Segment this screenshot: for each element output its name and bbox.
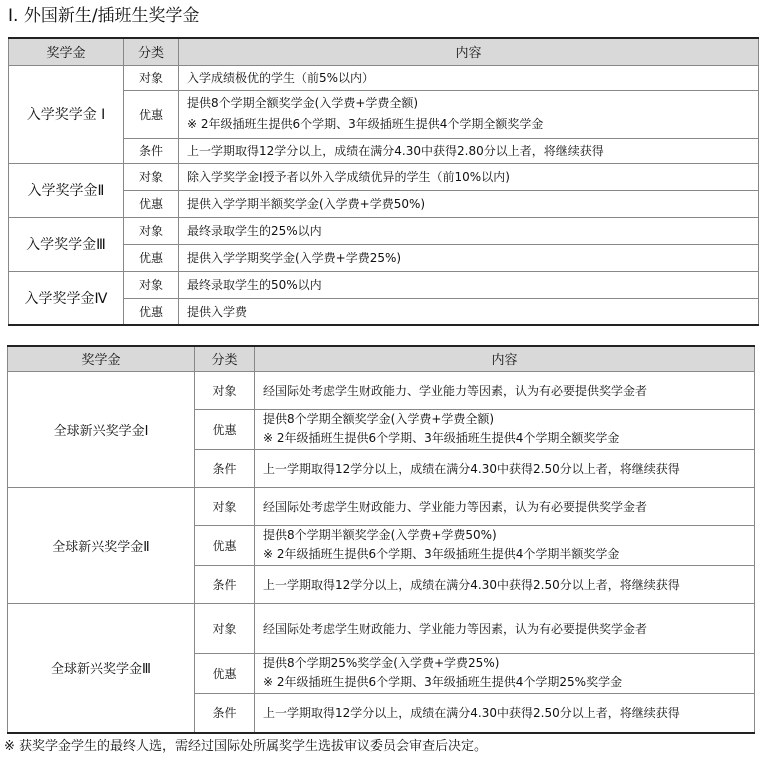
content-cell: 上一学期取得12学分以上，成绩在满分4.30中获得2.50分以上者，将继续获得	[255, 693, 755, 733]
content-cell	[255, 409, 755, 449]
content-cell: 除入学奖学金Ⅰ授予者以外入学成绩优异的学生（前10%以内)	[179, 163, 759, 190]
content-cell: 经国际处考虑学生财政能力、学业能力等因素，认为有必要提供奖学金者	[255, 371, 755, 409]
content-cell: 入学成绩极优的学生（前5%以内）	[179, 65, 759, 90]
scholarship-name: 入学奖学金Ⅱ	[9, 163, 124, 217]
table-row	[8, 371, 755, 409]
content-cell: 提供入学学期奖学金(入学费+学费25%)	[179, 244, 759, 271]
content-cell: 最终录取学生的25%以内	[179, 217, 759, 244]
content-line: 提供8个学期半额奖学金(入学费+学费50%)	[263, 528, 497, 542]
content-note-line: ※ 2年级插班生提供6个学期、3年级插班生提供4个学期25%奖学金	[263, 675, 623, 689]
table-row	[8, 603, 755, 653]
category-cell: 对象	[124, 217, 179, 244]
category-cell: 条件	[195, 693, 255, 733]
scholarship-name: 全球新兴奖学金Ⅲ	[8, 603, 195, 733]
category-cell: 优惠	[124, 298, 179, 325]
category-cell: 条件	[124, 138, 179, 163]
category-cell: 优惠	[124, 90, 179, 138]
content-cell: 上一学期取得12学分以上，成绩在满分4.30中获得2.50分以上者，将继续获得	[255, 565, 755, 603]
page-title: I. 外国新生/插班生奖学金	[8, 6, 200, 26]
category-cell: 对象	[195, 371, 255, 409]
content-cell: 上一学期取得12学分以上，成绩在满分4.30中获得2.80分以上者，将继续获得	[179, 138, 759, 163]
category-cell: 条件	[195, 565, 255, 603]
content-cell	[255, 653, 755, 693]
scholarship-name: 全球新兴奖学金Ⅰ	[8, 371, 195, 487]
header-category: 分类	[124, 38, 179, 65]
scholarship-name: 全球新兴奖学金Ⅱ	[8, 487, 195, 603]
content-cell: 经国际处考虑学生财政能力、学业能力等因素，认为有必要提供奖学金者	[255, 603, 755, 653]
header-scholarship: 奖学金	[9, 38, 124, 65]
table-row	[9, 65, 759, 90]
category-cell: 对象	[124, 65, 179, 90]
content-cell: 最终录取学生的50%以内	[179, 271, 759, 298]
scholarship-name: 入学奖学金Ⅳ	[9, 271, 124, 325]
table-header-row	[8, 346, 755, 371]
category-cell: 优惠	[195, 525, 255, 565]
content-note-line: ※ 2年级插班生提供6个学期、3年级插班生提供4个学期全额奖学金	[187, 117, 544, 131]
content-cell	[179, 90, 759, 138]
content-line: 提供8个学期全额奖学金(入学费+学费全额)	[187, 96, 419, 110]
category-cell: 对象	[195, 603, 255, 653]
content-cell	[255, 525, 755, 565]
header-category: 分类	[195, 346, 255, 371]
content-note-line: ※ 2年级插班生提供6个学期、3年级插班生提供4个学期半额奖学金	[263, 547, 620, 561]
admission-scholarship-table	[8, 37, 759, 326]
content-cell: 上一学期取得12学分以上，成绩在满分4.30中获得2.50分以上者，将继续获得	[255, 449, 755, 487]
table-row	[9, 271, 759, 298]
table-header-row	[9, 38, 759, 65]
table-row	[9, 163, 759, 190]
content-cell: 提供入学费	[179, 298, 759, 325]
content-line: 提供8个学期25%奖学金(入学费+学费25%)	[263, 656, 500, 670]
global-scholarship-table	[7, 345, 755, 734]
header-scholarship: 奖学金	[8, 346, 195, 371]
scholarship-name: 入学奖学金Ⅲ	[9, 217, 124, 271]
category-cell: 优惠	[124, 190, 179, 217]
category-cell: 条件	[195, 449, 255, 487]
content-note-line: ※ 2年级插班生提供6个学期、3年级插班生提供4个学期全额奖学金	[263, 431, 620, 445]
content-cell: 经国际处考虑学生财政能力、学业能力等因素，认为有必要提供奖学金者	[255, 487, 755, 525]
header-content: 内容	[255, 346, 755, 371]
footnote: ※ 获奖学金学生的最终人选，需经过国际处所属奖学生选拔审议委员会审查后决定。	[4, 739, 488, 754]
table-row	[9, 217, 759, 244]
category-cell: 优惠	[195, 653, 255, 693]
category-cell: 优惠	[124, 244, 179, 271]
category-cell: 对象	[195, 487, 255, 525]
table-row	[8, 487, 755, 525]
content-line: 提供8个学期全额奖学金(入学费+学费全额)	[263, 412, 495, 426]
content-cell: 提供入学学期半额奖学金(入学费+学费50%)	[179, 190, 759, 217]
category-cell: 对象	[124, 163, 179, 190]
category-cell: 优惠	[195, 409, 255, 449]
header-content: 内容	[179, 38, 759, 65]
scholarship-name: 入学奖学金 I	[9, 65, 124, 163]
category-cell: 对象	[124, 271, 179, 298]
